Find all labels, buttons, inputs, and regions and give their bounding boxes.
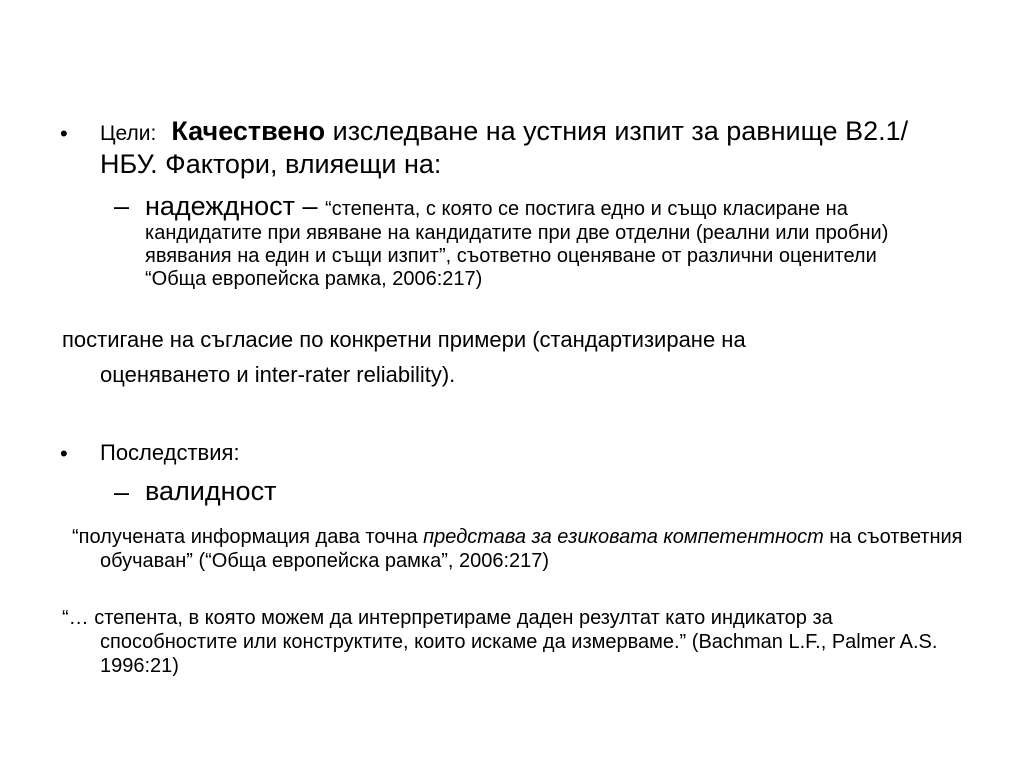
goals-text: изследване на устния изпит за равнище В2.1/НБУ. Фактори, влияещи на: xyxy=(100,116,909,179)
reliability-term: надеждност – xyxy=(145,191,326,221)
consequences-label: Последствия: xyxy=(100,440,240,465)
agreement-paragraph xyxy=(62,322,982,392)
agreement-line-2: оценяването и inter-rater reliability). xyxy=(100,362,456,387)
goals-bold-word: Качествено xyxy=(171,116,326,146)
bullet-dot: • xyxy=(60,441,68,466)
goals-label: Цели: xyxy=(100,122,157,145)
validity-term: валидност xyxy=(145,476,277,506)
sub-bullet-dash: – xyxy=(114,477,130,507)
quote-bachman: “… степента, в която можем да интерпретираме даден резултат като индикатор за способностите или конструктите, които искаме да измерваме.” (Bachman L.F., Palmer A.S. 1996:21) xyxy=(62,607,938,677)
reliability-paragraph xyxy=(145,190,935,291)
quote-cefr xyxy=(72,525,980,573)
quote-cefr-start: “получената информация дава точна xyxy=(72,526,424,548)
quote-cefr-italic: представа за езиковата компетентност xyxy=(423,526,824,548)
goals-paragraph xyxy=(100,116,960,180)
bullet-dot: • xyxy=(60,121,68,146)
sub-bullet-dash: – xyxy=(114,191,130,221)
reliability-quote: “степента, с която се постига едно и също класиране на кандидатите при явяване на кандидатите при две отделни (реални или пробни) явявания на един и същи изпит”, съответно оценяване от различни оценители “Обща европейска рамка, 2006:217) xyxy=(145,198,889,290)
agreement-line-1: постигане на съгласие по конкретни примери (стандартизиране на xyxy=(62,327,746,352)
quote-cefr-end: на съответния обучаван” (“Обща европейска рамка”, 2006:217) xyxy=(100,526,963,572)
